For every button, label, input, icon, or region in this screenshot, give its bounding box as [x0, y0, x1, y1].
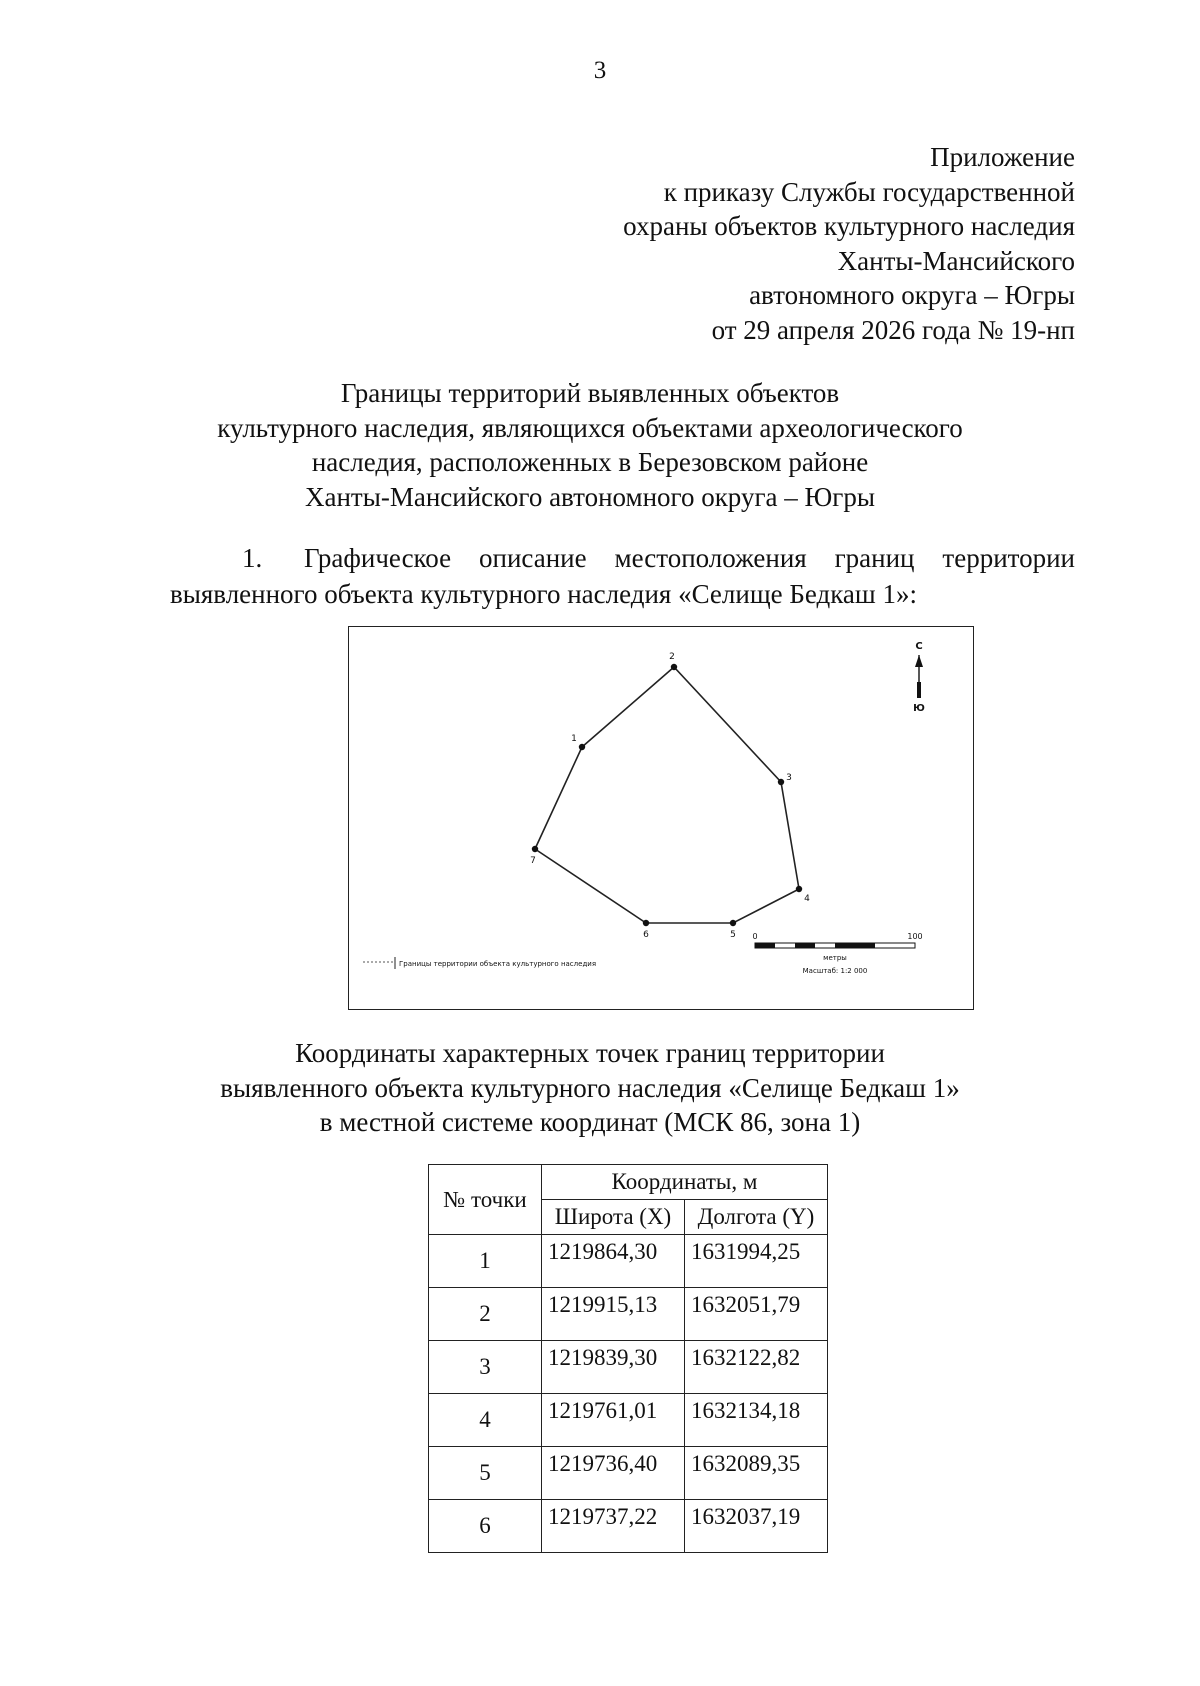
scale-bar-segment — [835, 943, 875, 948]
point-label: 7 — [530, 856, 536, 866]
boundary-map — [348, 626, 974, 1010]
table-row — [429, 1235, 828, 1288]
south-label: Ю — [913, 703, 925, 714]
col-y-header: Долгота (Y) — [685, 1200, 828, 1235]
point-cell: 3 — [429, 1341, 542, 1394]
south-marker-icon — [917, 682, 921, 698]
appendix-line: к приказу Службы государственной — [663, 176, 1075, 207]
point-label: 5 — [730, 930, 736, 940]
title-line: культурного наследия, являющихся объектами археологического — [217, 412, 963, 443]
y-cell: 1632037,19 — [685, 1500, 828, 1553]
scale-units-label: метры — [823, 954, 847, 962]
coordinates-table — [428, 1164, 828, 1553]
col-x-header: Широта (X) — [542, 1200, 685, 1235]
x-cell: 1219761,01 — [542, 1394, 685, 1447]
title-line: Границы территорий выявленных объектов — [340, 378, 840, 408]
boundary-point — [643, 920, 649, 926]
appendix-block — [515, 140, 1075, 347]
north-arrowhead-icon — [915, 655, 923, 667]
x-cell: 1219736,40 — [542, 1447, 685, 1500]
table-row — [429, 1341, 828, 1394]
table-row — [429, 1500, 828, 1553]
x-cell: 1219839,30 — [542, 1341, 685, 1394]
point-label: 3 — [786, 773, 792, 783]
section-paragraph — [170, 540, 1075, 612]
table-row — [429, 1394, 828, 1447]
boundary-polygon — [535, 667, 799, 923]
map-canvas — [349, 627, 972, 1008]
appendix-line: охраны объектов культурного наследия — [623, 211, 1075, 241]
y-cell: 1632089,35 — [685, 1447, 828, 1500]
point-cell: 4 — [429, 1394, 542, 1447]
legend-text: Границы территории объекта культурного наследия — [399, 960, 597, 968]
coord-heading-line: Координаты характерных точек границ территории — [295, 1038, 885, 1068]
document-title — [150, 376, 1030, 514]
col-coords-header: Координаты, м — [542, 1165, 828, 1200]
boundary-point — [778, 779, 784, 785]
scale-bar-segment — [755, 943, 775, 948]
y-cell: 1632051,79 — [685, 1288, 828, 1341]
boundary-point — [671, 664, 677, 670]
title-line: наследия, расположенных в Березовском районе — [311, 447, 869, 477]
y-cell: 1632134,18 — [685, 1394, 828, 1447]
appendix-line: автономного округа – Югры — [749, 280, 1075, 310]
col-point-header: № точки — [429, 1165, 542, 1235]
coordinates-heading — [150, 1036, 1030, 1140]
y-cell: 1631994,25 — [685, 1235, 828, 1288]
title-line: Ханты-Мансийского автономного округа – Югры — [305, 481, 875, 512]
scale-end-label: 100 — [907, 932, 923, 941]
table-row — [429, 1447, 828, 1500]
x-cell: 1219864,30 — [542, 1235, 685, 1288]
scale-ratio-label: Масштаб: 1:2 000 — [802, 967, 868, 975]
page-number: 3 — [593, 57, 607, 84]
appendix-line: Приложение — [930, 142, 1075, 172]
point-cell: 6 — [429, 1500, 542, 1553]
point-label: 1 — [571, 734, 577, 744]
table-row — [429, 1288, 828, 1341]
appendix-line: от 29 апреля 2026 года № 19-нп — [711, 314, 1075, 345]
point-cell: 2 — [429, 1288, 542, 1341]
boundary-point — [579, 744, 585, 750]
scale-start-label: 0 — [752, 932, 758, 941]
point-cell: 1 — [429, 1235, 542, 1288]
section-text: Графическое описание местоположения границ территории выявленного объекта культурного наследия «Селище Бедкаш 1»: — [170, 543, 1075, 609]
coord-heading-line: выявленного объекта культурного наследия «Селище Бедкаш 1» — [220, 1072, 960, 1103]
y-cell: 1632122,82 — [685, 1341, 828, 1394]
boundary-point — [796, 886, 802, 892]
point-label: 6 — [643, 930, 649, 940]
boundary-point — [730, 920, 736, 926]
coord-heading-line: в местной системе координат (МСК 86, зона 1) — [319, 1107, 861, 1137]
north-label: С — [915, 641, 923, 652]
point-label: 2 — [669, 652, 675, 662]
boundary-point — [532, 846, 538, 852]
x-cell: 1219737,22 — [542, 1500, 685, 1553]
x-cell: 1219915,13 — [542, 1288, 685, 1341]
appendix-line: Ханты-Мансийского — [837, 245, 1075, 276]
point-cell: 5 — [429, 1447, 542, 1500]
section-number: 1. — [242, 543, 263, 573]
point-label: 4 — [804, 894, 810, 904]
scale-bar-segment — [795, 943, 815, 948]
